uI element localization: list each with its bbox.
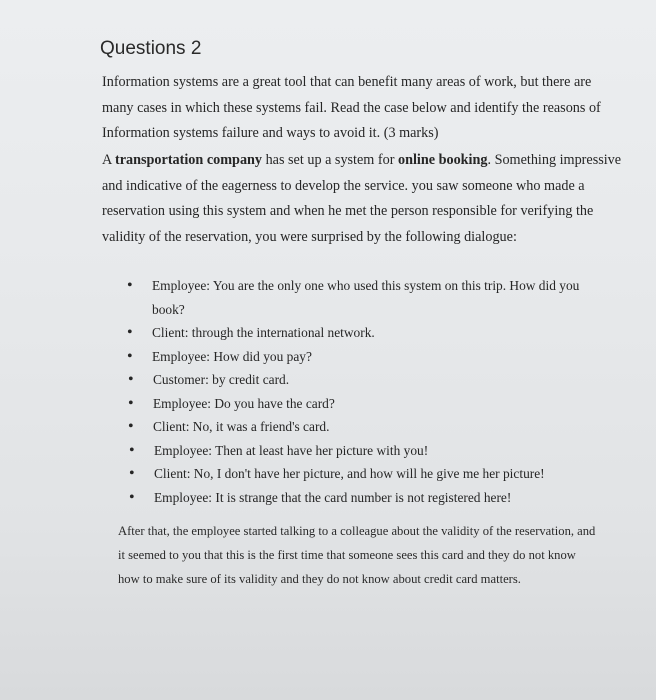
- dialogue-item: [127, 321, 597, 345]
- dialogue-item: [127, 345, 597, 369]
- dialogue-item: [128, 392, 597, 416]
- dialogue-text: Employee: It is strange that the card number is not registered here!: [154, 489, 512, 505]
- dialogue-text: Employee: Then at least have her picture with you!: [154, 442, 429, 458]
- dialogue-item: [127, 274, 597, 321]
- bullet-icon: •: [128, 394, 134, 412]
- case-description: [102, 148, 622, 250]
- after-paragraph: After that, the employee started talking to a colleague about the validity of the reservation, and it seemed to you that this is the first time that someone sees this card and they do not know how to make sure of its validity and they do not know about credit card matters.: [118, 524, 596, 586]
- dialogue-text: Client: No, it was a friend's card.: [153, 419, 330, 434]
- case-bold-booking: online booking: [397, 152, 488, 168]
- dialogue-text: Employee: You are the only one who used this system on this trip. How did you book?: [152, 278, 580, 317]
- bullet-icon: •: [129, 465, 135, 482]
- bullet-icon: •: [127, 347, 133, 365]
- question-heading: Questions 2: [100, 38, 202, 59]
- dialogue-text: Customer: by credit card.: [153, 372, 290, 387]
- dialogue-item: [129, 462, 597, 486]
- bullet-icon: •: [129, 488, 135, 506]
- dialogue-item: [129, 486, 597, 510]
- bullet-icon: •: [128, 371, 134, 388]
- dialogue-text: Client: through the international network.: [152, 325, 375, 340]
- case-mid: has set up a system for: [262, 152, 398, 168]
- dialogue-text: Client: No, I don't have her picture, and how will he give me her picture!: [154, 466, 545, 481]
- question-intro: Information systems are a great tool that can benefit many areas of work, but there are many cases in which these systems fail. Read the case below and identify the reasons of Information systems failure and ways to avoid it. (3 marks): [102, 74, 601, 141]
- dialogue-list: [127, 274, 597, 509]
- bullet-icon: •: [129, 441, 135, 459]
- dialogue-item: [128, 415, 597, 439]
- dialogue-text: Employee: Do you have the card?: [153, 395, 335, 411]
- bullet-icon: •: [128, 418, 134, 435]
- dialogue-item: [128, 368, 597, 392]
- bullet-icon: •: [127, 324, 133, 341]
- dialogue-text: Employee: How did you pay?: [152, 348, 312, 364]
- case-rest: . Something impressive and indicative of the eagerness to develop the service. you saw someone who made a reservation using this system and when he met the person responsible for verifying the validity of the reservation, you were surprised by the following dialogue:: [102, 152, 622, 245]
- case-bold-company: transportation company: [115, 152, 263, 168]
- dialogue-item: [129, 439, 597, 463]
- case-prefix: A: [102, 152, 116, 168]
- bullet-icon: •: [127, 277, 133, 294]
